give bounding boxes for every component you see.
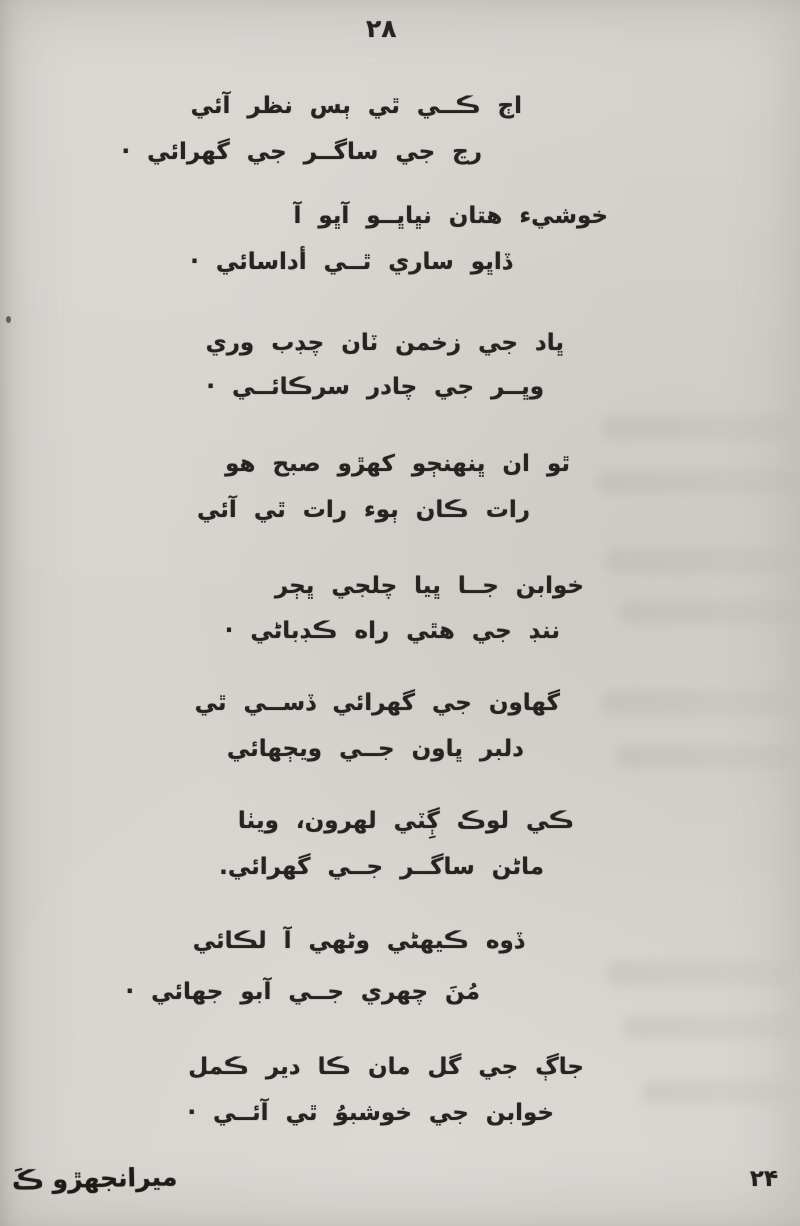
page-bleed-artifact xyxy=(602,415,792,441)
poem-line: ڀاد جي زخمن ٽان چڊب وري xyxy=(205,330,564,356)
page-bleed-artifact xyxy=(616,745,796,769)
page-bleed-artifact xyxy=(624,1015,794,1039)
ink-speck-artifact xyxy=(6,316,11,323)
poem-line: ننڊ جي هٿي راه ڪڊباڻي · xyxy=(224,618,560,644)
page-bleed-artifact xyxy=(642,1080,792,1104)
poem-line: جاڳ جي گل مان ڪا دير ڪمل xyxy=(188,1054,584,1080)
poem-line: ڪي لوڪ ڳِٽي لهرون، ويٺا xyxy=(237,808,574,834)
poem-line: مُنَ چهري جــي آبو جهائي · xyxy=(125,979,480,1005)
poem-line: ڏوه ڪيهڻي وڻهي آ لڪائي xyxy=(192,928,524,954)
page-bleed-artifact xyxy=(605,548,790,574)
poem-line: ماڻن ساگــر جــي گهرائي. xyxy=(219,854,544,880)
poem-line: اڄ ڪــي ٿي ٻس نظر آئي xyxy=(190,93,522,119)
poem-line: ٿو ان ڀنهنڄو کهڙو صبح هو xyxy=(225,451,570,477)
poem-line: گهاون جي گهرائي ڏســي ٿي xyxy=(194,690,560,716)
page-bleed-artifact xyxy=(619,600,794,624)
poem-line: خوشيء هتان نڀاڀــو آڀو آ xyxy=(293,203,608,229)
poem-line: رات ڪان ٻوء رات ٿي آئي xyxy=(197,497,530,523)
poem-line: ڏاڀو ساري ٿــي أداسائي · xyxy=(190,249,512,275)
footer-catchword: ميرانجهڙو ڪَ xyxy=(11,1162,178,1195)
poem-line: دلبر ڀاون جــي ويڄهائي xyxy=(226,736,524,762)
poem-line: وڀــر جي چادر سرڪائــي · xyxy=(206,374,544,400)
page-bleed-artifact xyxy=(602,690,792,716)
page-bleed-artifact xyxy=(607,960,792,986)
footer-page-number: ۲۴ xyxy=(749,1166,778,1192)
poem-line: رڃ جي ساگــر جي گهرائي · xyxy=(121,139,482,165)
poem-line: خوابن جــا ڀيا چلجي ڀڄر xyxy=(274,573,584,599)
poem-line: خوابن جي خوشبوُ ٿي آئــي · xyxy=(187,1100,554,1126)
page-bleed-artifact xyxy=(596,470,796,494)
page-number: ۲۸ xyxy=(366,14,397,43)
